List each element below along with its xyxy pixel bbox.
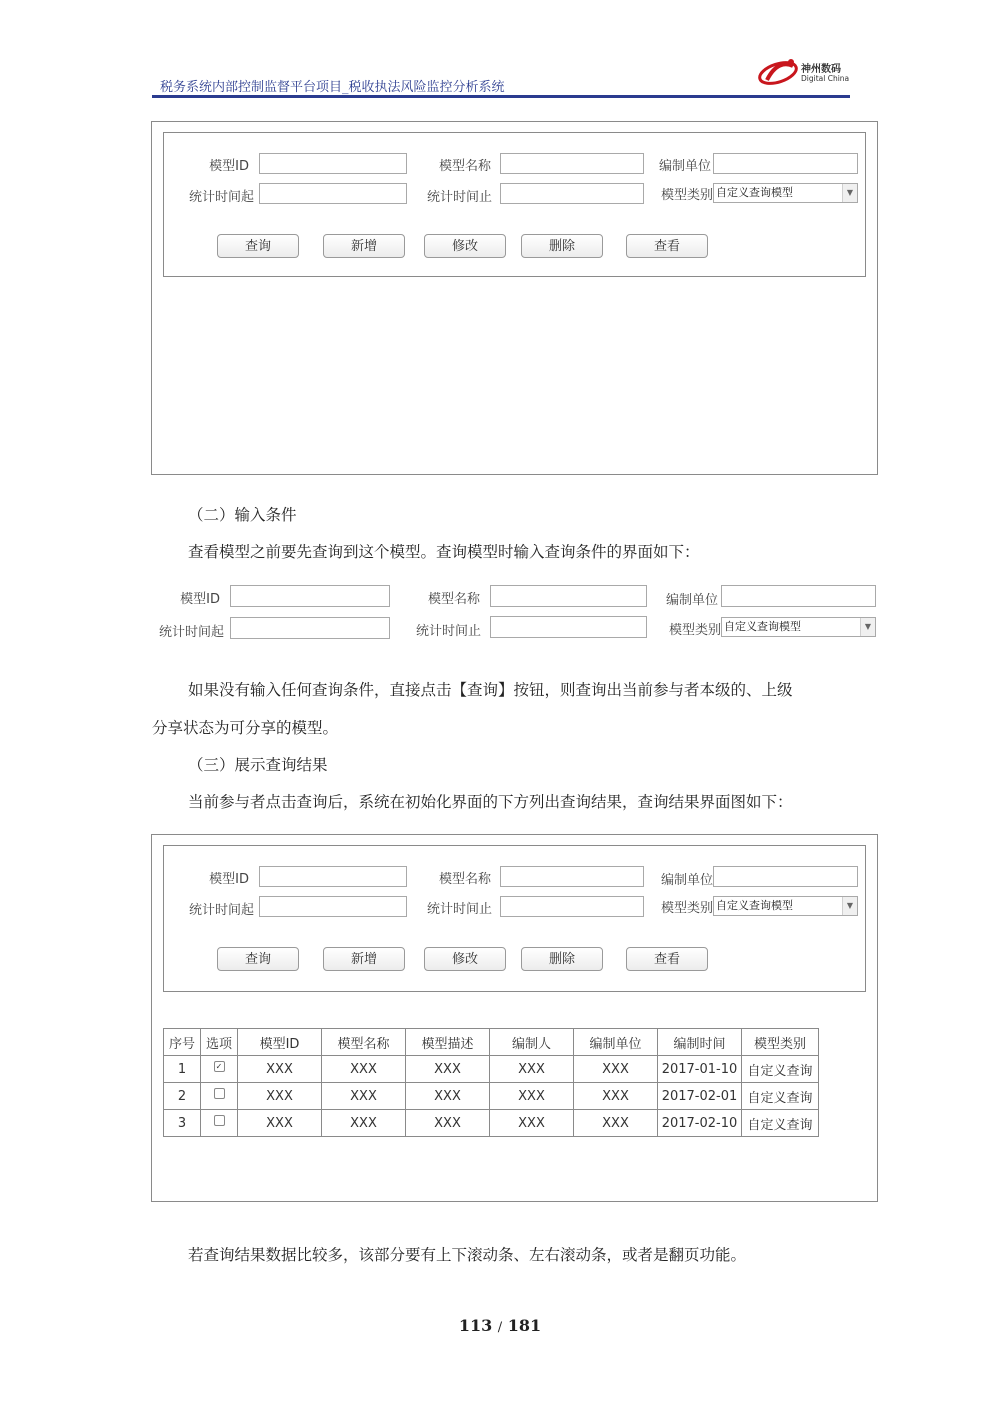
cell-model-id: XXX: [238, 1110, 322, 1137]
view-button[interactable]: 查看: [626, 947, 708, 971]
cell-model-desc: XXX: [406, 1056, 490, 1083]
cell-author: XXX: [490, 1056, 574, 1083]
row-select-cell: [201, 1056, 238, 1083]
cell-model-name: XXX: [322, 1056, 406, 1083]
column-header-type: 模型类别: [742, 1029, 819, 1056]
start-time-input[interactable]: [259, 896, 407, 917]
row-select-cell: [201, 1083, 238, 1110]
column-header-model-desc: 模型描述: [406, 1029, 490, 1056]
chevron-down-icon: ▼: [842, 897, 857, 915]
row-checkbox-checked[interactable]: ✓: [214, 1061, 225, 1072]
unit-label: 编制单位: [660, 873, 713, 888]
chevron-down-icon: ▼: [860, 618, 875, 636]
column-header-select: 选项: [201, 1029, 238, 1056]
unit-input[interactable]: [713, 866, 858, 887]
paragraph-4: 若查询结果数据比较多，该部分要有上下滚动条、左右滚动条，或者是翻页功能。: [188, 1246, 747, 1264]
column-header-author: 编制人: [490, 1029, 574, 1056]
edit-button[interactable]: 修改: [424, 947, 506, 971]
cell-unit: XXX: [574, 1056, 658, 1083]
model-name-input[interactable]: [500, 153, 644, 174]
initial-screen-frame: [151, 121, 878, 475]
model-name-input[interactable]: [490, 585, 647, 607]
logo-english-text: Digital China: [801, 74, 850, 83]
query-panel: [163, 845, 866, 992]
column-header-model-name: 模型名称: [322, 1029, 406, 1056]
start-time-input[interactable]: [259, 183, 407, 204]
edit-button[interactable]: 修改: [424, 234, 506, 258]
query-panel: [163, 132, 866, 277]
chevron-down-icon: ▼: [842, 184, 857, 202]
page-current: 113: [458, 1316, 493, 1335]
cell-model-desc: XXX: [406, 1083, 490, 1110]
unit-input[interactable]: [721, 585, 876, 607]
cell-author: XXX: [490, 1083, 574, 1110]
model-id-label: 模型ID: [209, 159, 249, 174]
table-header-row: [164, 1029, 819, 1056]
start-time-label: 统计时间起: [188, 903, 254, 918]
model-id-label: 模型ID: [209, 872, 249, 887]
delete-button[interactable]: 删除: [521, 234, 603, 258]
end-time-input[interactable]: [500, 183, 644, 204]
paragraph-2-line-2: 分享状态为可分享的模型。: [152, 719, 339, 737]
column-header-no: 序号: [164, 1029, 201, 1056]
add-button[interactable]: 新增: [323, 947, 405, 971]
model-type-select-value: 自定义查询模型: [716, 186, 793, 199]
page-total: 181: [507, 1316, 542, 1335]
model-type-label: 模型类别: [660, 901, 713, 916]
model-name-label: 模型名称: [438, 872, 491, 887]
end-time-input[interactable]: [490, 616, 647, 638]
table-row[interactable]: [164, 1110, 819, 1137]
model-name-label: 模型名称: [438, 159, 491, 174]
model-name-input[interactable]: [500, 866, 644, 887]
column-header-model-id: 模型ID: [238, 1029, 322, 1056]
model-id-input[interactable]: [259, 153, 407, 174]
model-type-label: 模型类别: [668, 623, 721, 638]
row-checkbox[interactable]: [214, 1115, 225, 1126]
row-select-cell: [201, 1110, 238, 1137]
cell-time: 2017-02-10: [658, 1110, 742, 1137]
table-row[interactable]: [164, 1056, 819, 1083]
row-checkbox[interactable]: [214, 1088, 225, 1099]
header-divider: [152, 95, 850, 98]
digital-china-logo: [757, 54, 849, 90]
section-3-heading: （三）展示查询结果: [188, 756, 328, 774]
cell-model-name: XXX: [322, 1110, 406, 1137]
section-2-heading: （二）输入条件: [188, 506, 297, 524]
cell-type: 自定义查询: [742, 1083, 819, 1110]
column-header-unit: 编制单位: [574, 1029, 658, 1056]
logo-chinese-text: 神州数码: [801, 64, 841, 75]
end-time-label: 统计时间止: [426, 190, 492, 205]
cell-model-name: XXX: [322, 1083, 406, 1110]
cell-time: 2017-02-01: [658, 1083, 742, 1110]
column-header-time: 编制时间: [658, 1029, 742, 1056]
paragraph-1: 查看模型之前要先查询到这个模型。查询模型时输入查询条件的界面如下：: [188, 543, 700, 561]
cell-model-id: XXX: [238, 1083, 322, 1110]
row-number: 1: [164, 1056, 201, 1083]
cell-type: 自定义查询: [742, 1110, 819, 1137]
row-number: 2: [164, 1083, 201, 1110]
model-id-input[interactable]: [259, 866, 407, 887]
model-type-select-value: 自定义查询模型: [716, 899, 793, 912]
paragraph-2-line-1: 如果没有输入任何查询条件，直接点击【查询】按钮，则查询出当前参与者本级的、上级: [188, 681, 793, 699]
start-time-input[interactable]: [230, 617, 390, 639]
add-button[interactable]: 新增: [323, 234, 405, 258]
model-type-select-value: 自定义查询模型: [724, 620, 801, 633]
model-id-input[interactable]: [230, 585, 390, 607]
view-button[interactable]: 查看: [626, 234, 708, 258]
model-type-select[interactable]: [721, 617, 876, 637]
unit-label: 编制单位: [665, 593, 718, 608]
cell-unit: XXX: [574, 1083, 658, 1110]
cell-model-desc: XXX: [406, 1110, 490, 1137]
page-number: [0, 1316, 1000, 1335]
row-number: 3: [164, 1110, 201, 1137]
unit-input[interactable]: [713, 153, 858, 174]
results-table: [163, 1028, 819, 1137]
start-time-label: 统计时间起: [158, 625, 224, 640]
unit-label: 编制单位: [658, 159, 711, 174]
start-time-label: 统计时间起: [188, 190, 254, 205]
input-conditions-form: [150, 580, 878, 642]
digital-china-logo-icon: [757, 54, 801, 90]
cell-unit: XXX: [574, 1110, 658, 1137]
delete-button[interactable]: 删除: [521, 947, 603, 971]
model-type-select[interactable]: [713, 183, 858, 203]
table-row[interactable]: [164, 1083, 819, 1110]
results-screen-frame: [151, 834, 878, 1202]
cell-model-id: XXX: [238, 1056, 322, 1083]
model-type-select[interactable]: [713, 896, 858, 916]
model-type-label: 模型类别: [660, 188, 713, 203]
paragraph-3: 当前参与者点击查询后，系统在初始化界面的下方列出查询结果，查询结果界面图如下：: [188, 793, 793, 811]
end-time-label: 统计时间止: [415, 624, 481, 639]
query-button[interactable]: 查询: [217, 234, 299, 258]
page-separator: /: [497, 1320, 503, 1335]
cell-author: XXX: [490, 1110, 574, 1137]
cell-type: 自定义查询: [742, 1056, 819, 1083]
model-id-label: 模型ID: [180, 592, 220, 607]
end-time-label: 统计时间止: [426, 902, 492, 917]
document-header-title: 税务系统内部控制监督平台项目_税收执法风险监控分析系统: [160, 80, 505, 95]
cell-time: 2017-01-10: [658, 1056, 742, 1083]
end-time-input[interactable]: [500, 896, 644, 917]
model-name-label: 模型名称: [427, 592, 480, 607]
query-button[interactable]: 查询: [217, 947, 299, 971]
